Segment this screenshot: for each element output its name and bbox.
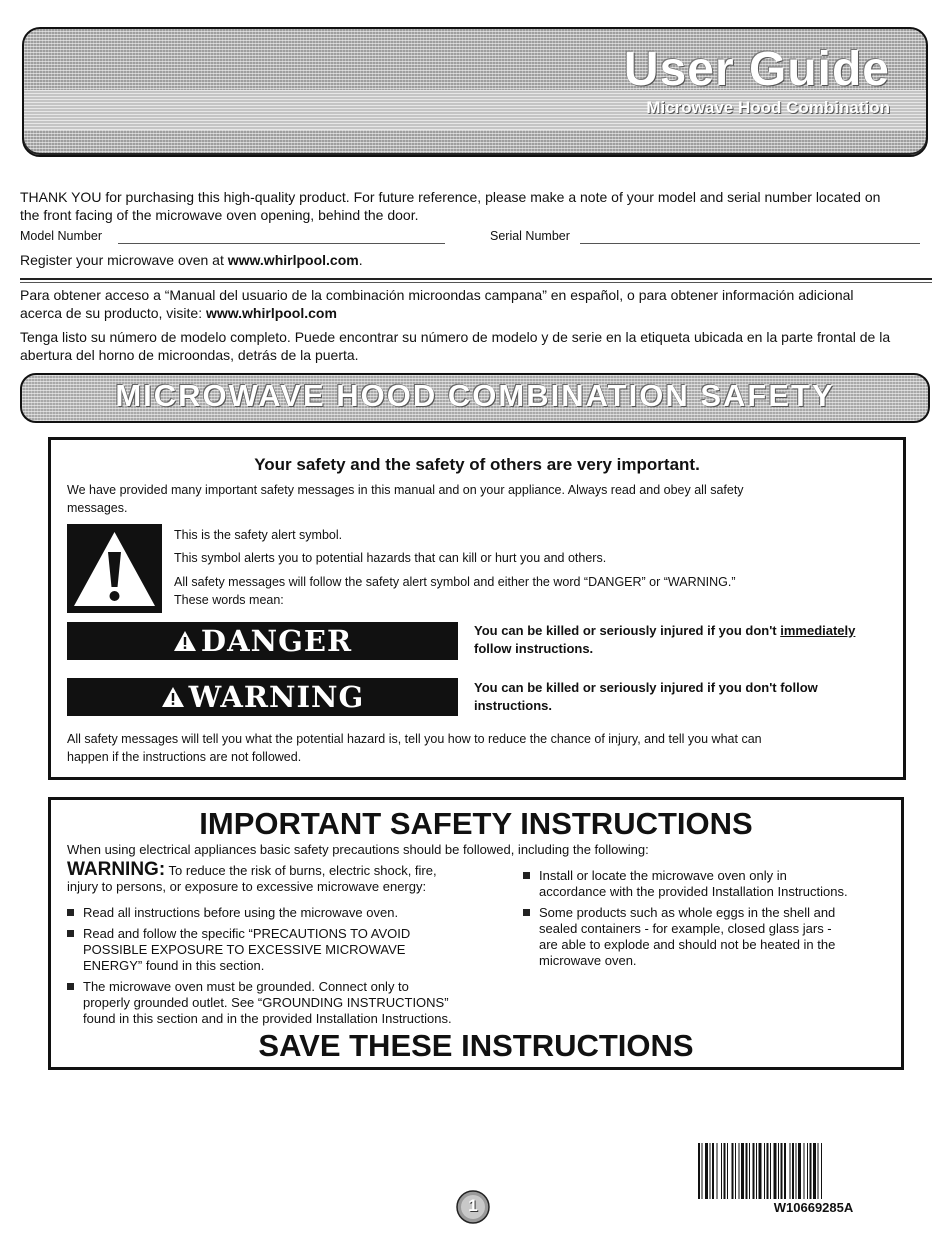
spanish-text: Para obtener acceso a “Manual del usuario de la combinación microondas campana” en español, o para obtener información adicional [20,287,854,303]
alert-line-1: This is the safety alert symbol. [174,528,343,542]
warning-signal-bar [67,678,458,716]
list-item [83,905,398,921]
list-item [539,905,835,969]
warning-alert-icon [161,686,185,708]
safety-alert-triangle-icon [67,524,162,613]
safety-footer-text: All safety messages will tell you what the potential hazard is, tell you how to reduce the chance of injury, and tell you what can [67,732,762,746]
alert-line-2: This symbol alerts you to potential hazards that can kill or hurt you and others. [174,551,607,565]
bullet-icon [67,909,74,916]
spanish-text: Tenga listo su número de modelo completo. Puede encontrar su número de modelo y de serie en la etiqueta ubicada en la parte frontal de la [20,329,891,345]
thank-you-text-line2: the front facing of the microwave oven opening, behind the door. [20,207,419,223]
model-number-label: Model Number [20,229,102,243]
serial-number-line [580,243,920,244]
list-item-text: Install or locate the microwave oven only in [539,868,787,883]
part-number: W10669285A [773,1200,854,1215]
register-line [20,251,363,269]
save-instructions-title: SAVE THESE INSTRUCTIONS [258,1028,694,1063]
list-item-text: sealed containers - for example, closed glass jars - [539,921,832,936]
list-item-text: microwave oven. [539,953,637,968]
warning-statement [67,859,507,895]
document-subtitle: Microwave Hood Combination [646,98,890,117]
register-period: . [358,252,363,268]
danger-alert-icon [173,630,197,652]
danger-text: You can be killed or seriously injured if you don't [474,623,781,638]
warning-description [474,679,818,715]
warning-word: WARNING: [67,859,166,880]
instructions-intro: When using electrical appliances basic safety precautions should be followed, including the following: [67,842,649,857]
model-number-line [118,243,445,244]
safety-intro-text: We have provided many important safety messages in this manual and on your appliance. Always read and obey all safety [67,483,744,497]
barcode-icon [697,1143,930,1199]
bullet-icon [67,930,74,937]
list-item-text: POSSIBLE EXPOSURE TO EXCESSIVE MICROWAVE [83,942,406,957]
list-item-text: properly grounded outlet. See “GROUNDING INSTRUCTIONS” [83,995,449,1010]
register-link[interactable]: www.whirlpool.com [227,252,359,268]
warning-label: WARNING [188,680,365,714]
list-item-text: are able to explode and should not be heated in the [539,937,836,952]
spanish-text: abertura del horno de microondas, detrás de la puerta. [20,347,359,363]
warning-statement-text: To reduce the risk of burns, electric shock, fire, [165,863,437,878]
spanish-link[interactable]: www.whirlpool.com [206,305,337,321]
list-item-text: found in this section and in the provided Installation Instructions. [83,1011,452,1026]
warning-text: instructions. [474,698,553,713]
danger-description [474,622,855,658]
divider-thin [20,282,932,283]
safety-footer [67,730,897,766]
thank-you-paragraph [20,188,935,224]
list-item-text: Read all instructions before using the microwave oven. [83,905,399,920]
safety-heading: Your safety and the safety of others are very important. [254,455,700,474]
danger-text: follow instructions. [474,641,594,656]
page-number: 1 [468,1196,478,1215]
list-item-text: The microwave oven must be grounded. Connect only to [83,979,409,994]
warning-text: You can be killed or seriously injured if you don't follow [474,680,818,695]
list-item-text: Read and follow the specific “PRECAUTIONS TO AVOID [83,926,411,941]
alert-line-3: All safety messages will follow the safety alert symbol and either the word “DANGER” or “WARNING.” [174,575,736,589]
danger-signal-bar [67,622,458,660]
warning-statement-text: injury to persons, or exposure to excessive microwave energy: [67,879,427,894]
thank-you-text: for purchasing this high-quality product. For future reference, please make a note of your model and serial number located on [101,189,881,205]
bullet-icon [523,872,530,879]
spanish-text: acerca de su producto, visite: [20,305,206,321]
section-title: MICROWAVE HOOD COMBINATION SAFETY [115,378,835,413]
danger-emphasis: immediately [780,623,856,638]
safety-intro-text: messages. [67,501,128,515]
list-item-text: ENERGY” found in this section. [83,958,265,973]
spanish-paragraph-2 [20,328,935,364]
danger-label: DANGER [200,624,353,658]
safety-intro [67,481,897,517]
bullet-icon [523,909,530,916]
list-item-text: Some products such as whole eggs in the shell and [539,905,836,920]
spanish-paragraph-1 [20,286,935,322]
safety-footer-text: happen if the instructions are not followed. [67,750,302,764]
list-item [83,979,452,1027]
thank-you-lead: THANK YOU [20,189,102,205]
bullet-icon [67,983,74,990]
alert-line-4: These words mean: [174,593,284,607]
list-item-text: accordance with the provided Installation Instructions. [539,884,848,899]
serial-number-label: Serial Number [490,229,570,243]
list-item [539,868,848,900]
instructions-title: IMPORTANT SAFETY INSTRUCTIONS [199,806,753,841]
document-title: User Guide [623,43,890,96]
list-item [83,926,410,974]
register-text: Register your microwave oven at [20,252,228,268]
divider-heavy [20,278,932,280]
